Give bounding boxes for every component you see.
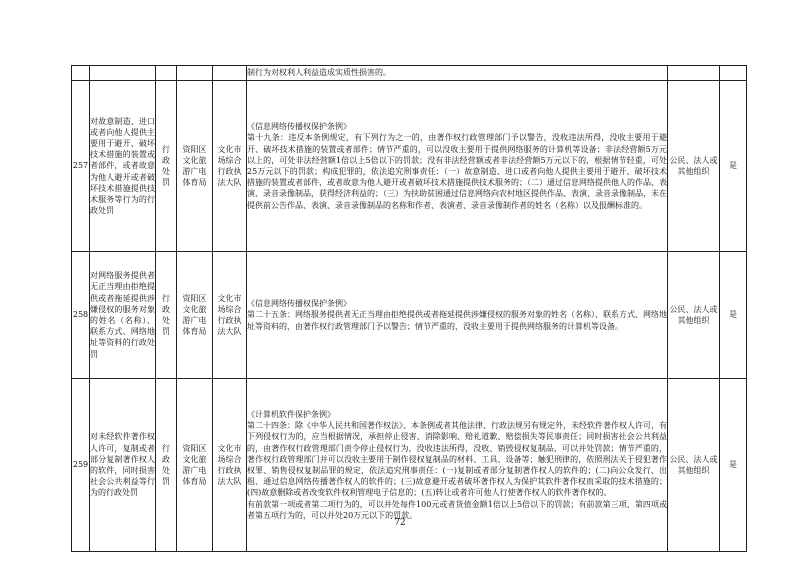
basis-text: 制行为对权利人利益造成实质性损害的。 <box>247 68 391 78</box>
enforcer-text: 文化市场综合行政执法大队 <box>217 443 242 487</box>
basis-cell <box>247 81 668 252</box>
department-text: 资阳区文化旅游广电体育局 <box>182 293 207 337</box>
category-text: 行政处罚 <box>162 293 170 337</box>
page-number: 72 <box>394 518 406 528</box>
target-cell: 公民、法人或其他组织 <box>668 252 720 379</box>
enforcer-cell <box>213 252 247 379</box>
department-text: 资阳区文化旅游广电体育局 <box>182 144 207 188</box>
category-text: 行政处罚 <box>162 443 170 487</box>
basis-cell <box>247 252 668 379</box>
target-cell: 公民、法人或其他组织 <box>668 379 720 552</box>
item-number: 259 <box>72 379 90 552</box>
item-name: 对故意制造、进口或者向他人提供主要用于避开、破坏技术措施的装置或者部件，或者故意为他人避开或者破坏技术措施提供技术服务等行为的行政处罚 <box>90 81 156 252</box>
target-cell: 公民、法人或其他组织 <box>668 81 720 252</box>
table-row <box>72 81 747 252</box>
basis-text: 第十九条：违反本条例规定，有下列行为之一的，由著作权行政管理部门予以警告，没收违法所得，没收主要用于避开、破坏技术措施的装置或者部件；情节严重的，可以没收主要用于提供网络服务的计算机等设备；非法经营额5万元以上的，可处非法经营额1倍以上5倍以下的罚款；没有非法经营额或者非法经营额5万元以下的，根据情节轻重，可处25万元以下的罚款；构成犯罪的，依法追究刑事责任：（一）故意制造、进口或者向他人提供主要用于避开、破坏技术措施的装置或者部件，或者故意为他人避开或者破坏技术措施提供技术服务的；（二）通过信息网络提供他人的作品、表演、录音录像制品，获得经济利益的；（三）为扶助贫困通过信息网络向农村地区提供作品、表演、录音录像制品，未在提供前公告作品、表演、录音录像制品的名称和作者、表演者、录音录像制作者的姓名（名称）以及报酬标准的。 <box>247 133 667 210</box>
item-number: 258 <box>72 252 90 379</box>
enforcer-text: 文化市场综合行政执法大队 <box>217 144 242 188</box>
flag-cell: 是 <box>720 252 747 379</box>
category-text: 行政处罚 <box>162 144 170 188</box>
department-text: 资阳区文化旅游广电体育局 <box>182 443 207 487</box>
basis-title: 《信息网络传播权保护条例》 <box>247 299 351 309</box>
table-row <box>72 252 747 379</box>
basis-cell <box>247 66 668 81</box>
basis-title: 《信息网络传播权保护条例》 <box>247 122 351 132</box>
enforcer-cell <box>213 81 247 252</box>
item-name: 对未经软件著作权人许可，复制或者部分复制著作权人的软件，同时损害社会公共利益等行为的行政处罚 <box>90 379 156 552</box>
item-number: 257 <box>72 81 90 252</box>
department-cell <box>177 252 213 379</box>
basis-text: 第二十四条：除《中华人民共和国著作权法》、本条例或者其他法律、行政法规另有规定外，未经软件著作权人许可，有下列侵权行为的，应当根据情况，承担停止侵害、消除影响、赔礼道歉、赔偿损失等民事责任；同时损害社会公共利益的，由著作权行政管理部门责令停止侵权行为，没收违法所得，没收、销毁侵权复制品，可以并处罚款；情节严重的，著作权行政管理部门并可以没收主要用于制作侵权复制品的材料、工具、设备等；触犯刑律的，依照刑法关于侵犯著作权罪、销售侵权复制品罪的规定，依法追究刑事责任：(一)复制或者部分复制著作权人的软件的；(二)向公众发行、出租、通过信息网络传播著作权人的软件的；(三)故意避开或者破坏著作权人为保护其软件著作权而采取的技术措施的；(四)故意删除或者改变软件权利管理电子信息的；(五)转让或者许可他人行使著作权人的软件著作权的。 <box>247 421 667 498</box>
table-row-top-continuation <box>72 66 747 81</box>
item-name: 对网络服务提供者无正当理由拒绝提供或者拖延提供涉嫌侵权的服务对象的姓名（名称）、联系方式、网络地址等资料的行政处罚 <box>90 252 156 379</box>
category-cell <box>156 81 177 252</box>
enforcer-text: 文化市场综合行政执法大队 <box>217 293 242 337</box>
flag-cell: 是 <box>720 81 747 252</box>
basis-text: 第二十五条：网络服务提供者无正当理由拒绝提供或者拖延提供涉嫌侵权的服务对象的姓名（名称）、联系方式、网络地址等资料的，由著作权行政管理部门予以警告；情节严重的，没收主要用于提供网络服务的计算机等设备。 <box>247 310 667 331</box>
category-cell <box>156 252 177 379</box>
permission-table <box>71 65 747 552</box>
basis-title: 《计算机软件保护条例》 <box>247 409 335 419</box>
flag-cell: 是 <box>720 379 747 552</box>
basis-text: 有前款第一项或者第二项行为的，可以并处每件100元或者货值金额1倍以上5倍以下的罚款；有前款第三项、第四项或者第五项行为的，可以并处20万元以下的罚款。 <box>247 499 667 520</box>
department-cell <box>177 81 213 252</box>
